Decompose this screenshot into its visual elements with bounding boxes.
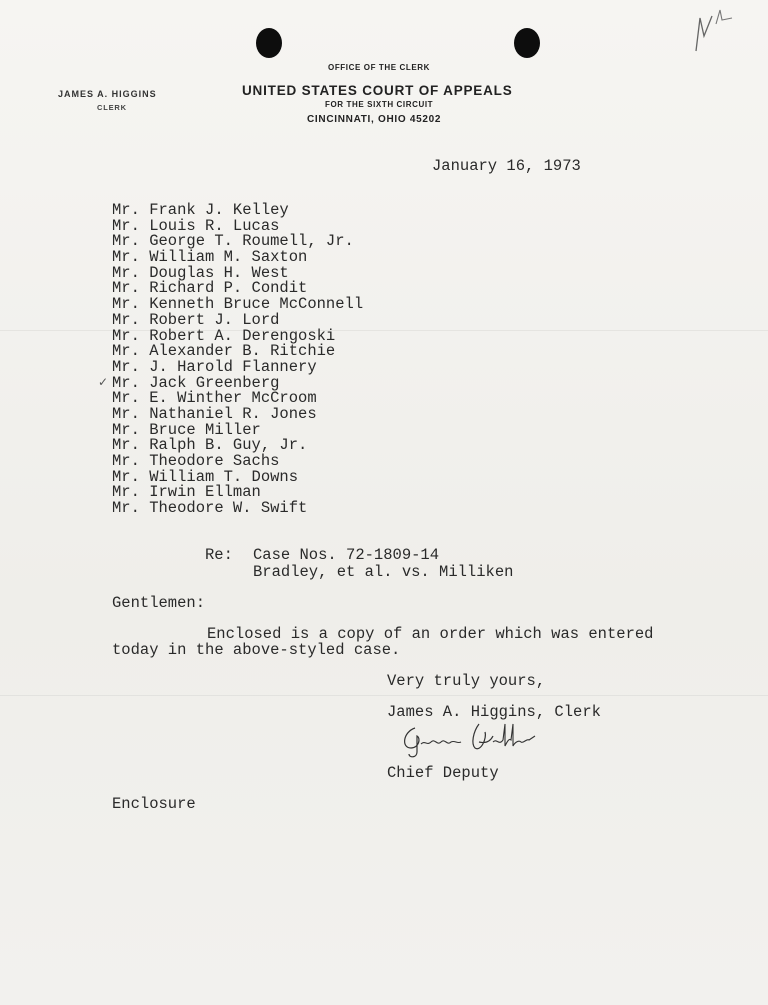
handwritten-initials [686,6,746,56]
addressee-item: Mr. William M. Saxton [112,248,308,267]
clerk-name: JAMES A. HIGGINS [58,89,157,99]
addressee-item: Mr. William T. Downs [112,467,299,486]
letter-date: January 16, 1973 [432,157,581,175]
body-line-1: Enclosed is a copy of an order which was entered [207,625,654,643]
court-name: UNITED STATES COURT OF APPEALS [242,83,513,98]
addressee-list [112,203,363,517]
addressee-item: Mr. Louis R. Lucas [112,216,280,235]
addressee-item: Mr. Jack Greenberg [112,373,280,392]
addressee-item: Mr. Bruce Miller [112,420,261,439]
salutation: Gentlemen: [112,594,206,612]
addressee-item: Mr. Theodore W. Swift [112,499,308,518]
addressee-item: Mr. George T. Roumell, Jr. [112,232,354,251]
city-address: CINCINNATI, OHIO 45202 [307,114,442,125]
clerk-title: CLERK [97,103,127,112]
case-title: Bradley, et al. vs. Milliken [253,563,514,581]
addressee-item: Mr. Kenneth Bruce McConnell [112,295,364,314]
body-line-2: today in the above-styled case. [112,641,401,659]
addressee-item: Mr. J. Harold Flannery [112,357,317,376]
office-label: OFFICE OF THE CLERK [328,63,431,72]
addressee-item: Mr. Irwin Ellman [112,483,261,502]
addressee-item: Mr. Robert A. Derengoski [112,326,336,345]
addressee-item: Mr. Nathaniel R. Jones [112,404,317,423]
case-numbers: Case Nos. 72-1809-14 [253,546,440,564]
valediction: Very truly yours, [387,672,546,690]
circuit-label: FOR THE SIXTH CIRCUIT [325,100,434,109]
punch-hole [514,28,540,58]
paper-fold-line [0,695,768,696]
addressee-item: Mr. Douglas H. West [112,263,289,282]
signature-text: Grace Keller [395,761,401,762]
signer-title: Chief Deputy [387,764,499,782]
punch-hole [256,28,282,58]
addressee-item: Mr. E. Winther McCroom [112,389,317,408]
addressee-item: Mr. Theodore Sachs [112,452,280,470]
signer-name: James A. Higgins, Clerk [387,703,601,721]
handwritten-signature [395,718,555,762]
check-mark: ✓ [98,375,109,389]
re-label: Re: [205,546,233,564]
enclosure-note: Enclosure [112,795,196,813]
addressee-item: Mr. Alexander B. Ritchie [112,342,336,361]
addressee-item: Mr. Frank J. Kelley [112,201,289,219]
addressee-item: Mr. Ralph B. Guy, Jr. [112,436,308,455]
addressee-item: Mr. Richard P. Condit [112,279,308,298]
addressee-item: Mr. Robert J. Lord [112,310,280,329]
